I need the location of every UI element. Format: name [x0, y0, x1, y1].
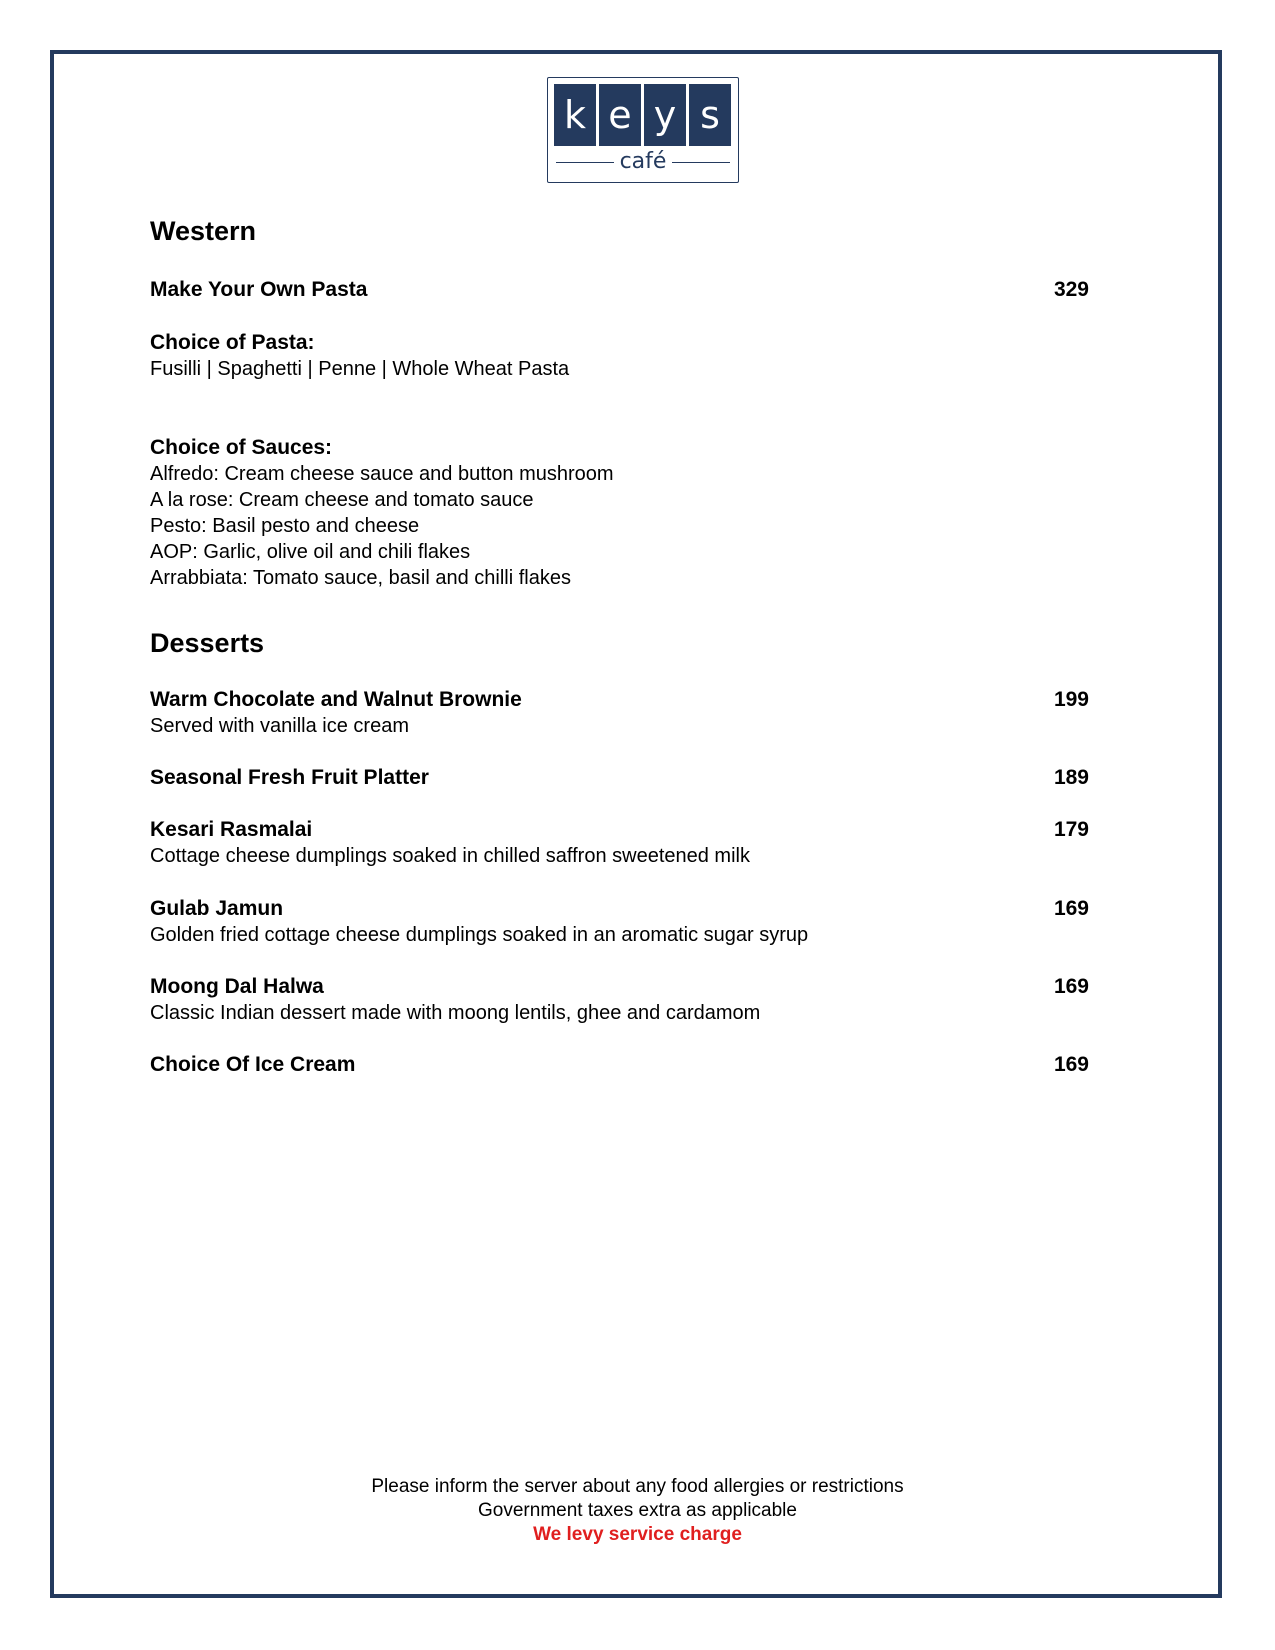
dessert-item-price: 179 [1053, 818, 1089, 841]
dessert-item-name: Moong Dal Halwa [150, 975, 324, 998]
keys-cafe-logo [547, 77, 739, 183]
dessert-item-description: Served with vanilla ice cream [150, 715, 409, 737]
sauce-option: Pesto: Basil pesto and cheese [150, 515, 420, 537]
logo-rule-right [672, 162, 730, 163]
logo-letter: s [689, 84, 731, 146]
sauce-option: AOP: Garlic, olive oil and chili flakes [150, 541, 471, 563]
sauce-option: A la rose: Cream cheese and tomato sauce [150, 489, 534, 511]
logo-letter-tiles [554, 84, 731, 146]
section-heading-western: Western [150, 216, 257, 246]
dessert-item-price: 199 [1053, 688, 1089, 711]
dessert-item-name: Gulab Jamun [150, 897, 284, 920]
logo-letter: e [599, 84, 641, 146]
dessert-item-description: Cottage cheese dumplings soaked in chilled saffron sweetened milk [150, 845, 750, 867]
logo-letter: y [644, 84, 686, 146]
footer-allergy-note: Please inform the server about any food allergies or restrictions [371, 1476, 904, 1497]
dessert-item-name: Kesari Rasmalai [150, 818, 313, 841]
sauce-choice-heading: Choice of Sauces: [150, 436, 333, 459]
dessert-item-name: Choice Of Ice Cream [150, 1053, 356, 1076]
sauce-option: Arrabbiata: Tomato sauce, basil and chilli flakes [150, 567, 571, 589]
dessert-item-name: Seasonal Fresh Fruit Platter [150, 766, 429, 789]
footer-service-charge-note: We levy service charge [533, 1524, 742, 1545]
footer-tax-note: Government taxes extra as applicable [478, 1500, 797, 1521]
dessert-item-description: Golden fried cottage cheese dumplings soaked in an aromatic sugar syrup [150, 924, 809, 946]
section-heading-desserts: Desserts [150, 628, 265, 658]
dessert-item-price: 189 [1053, 766, 1089, 789]
pasta-choice-heading: Choice of Pasta: [150, 331, 315, 354]
logo-subtitle-row [556, 150, 730, 174]
sauce-option: Alfredo: Cream cheese sauce and button mushroom [150, 463, 614, 485]
logo-subtitle: café [619, 149, 667, 174]
logo-rule-left [556, 162, 614, 163]
dessert-item-price: 169 [1053, 897, 1089, 920]
menu-item-name: Make Your Own Pasta [150, 278, 368, 301]
dessert-item-description: Classic Indian dessert made with moong lentils, ghee and cardamom [150, 1002, 761, 1024]
menu-item-price: 329 [1053, 278, 1089, 301]
dessert-item-name: Warm Chocolate and Walnut Brownie [150, 688, 522, 711]
dessert-item-price: 169 [1053, 1053, 1089, 1076]
logo-letter: k [554, 84, 596, 146]
dessert-item-price: 169 [1053, 975, 1089, 998]
pasta-choice-options: Fusilli | Spaghetti | Penne | Whole Wheat Pasta [150, 358, 570, 380]
